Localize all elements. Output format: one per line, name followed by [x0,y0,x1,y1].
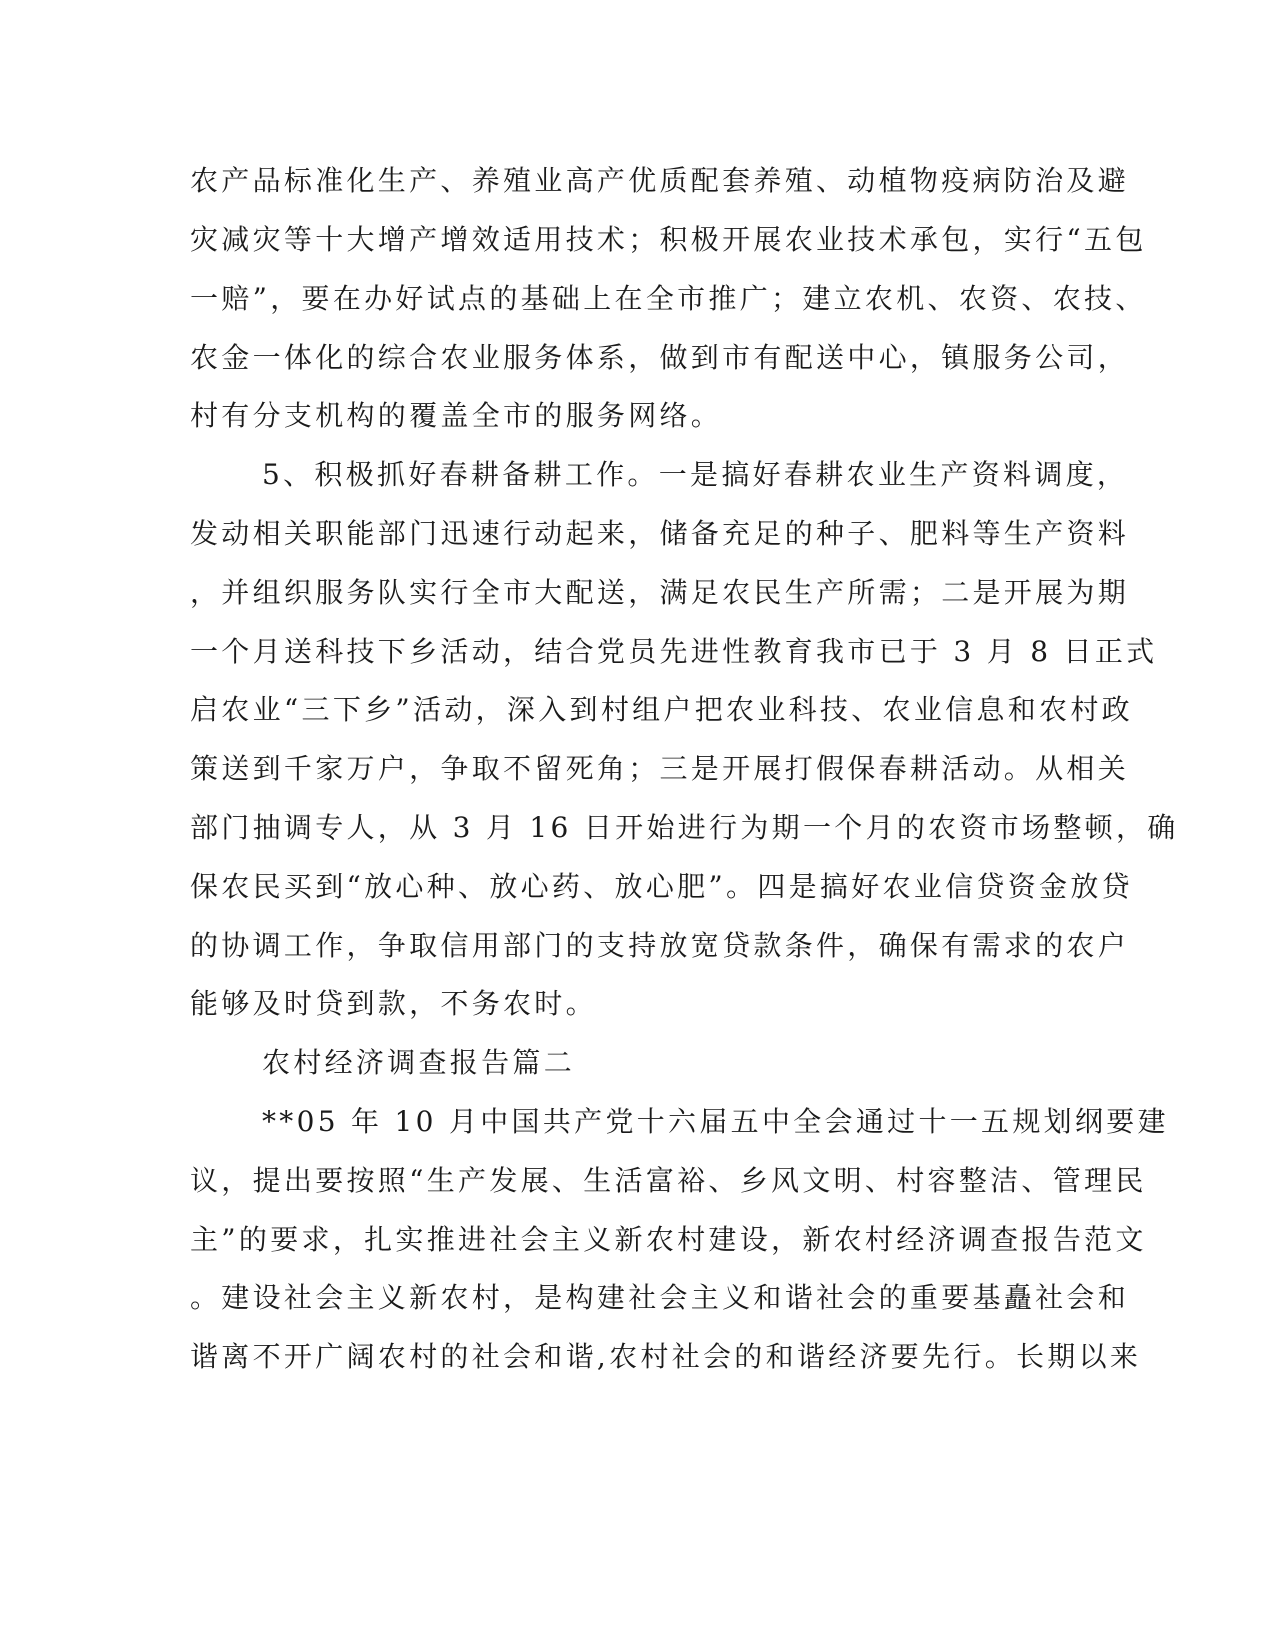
text-line: 谐离不开广阔农村的社会和谐,农村社会的和谐经济要先行。长期以来 [190,1340,1142,1373]
text-line: 保农民买到“放心种、放心药、放心肥”。四是搞好农业信贷资金放贷 [190,870,1133,903]
text-line: 一个月送科技下乡活动，结合党员先进性教育我市已于 3 月 8 日正式 [190,635,1158,668]
text-line: ，并组织服务队实行全市大配送，满足农民生产所需；二是开展为期 [190,576,1130,609]
text-line: 农产品标准化生产、养殖业高产优质配套养殖、动植物疫病防治及避 [190,164,1130,197]
section-heading: 农村经济调查报告篇二 [262,1046,576,1079]
text-line: 发动相关职能部门迅速行动起来，储备充足的种子、肥料等生产资料 [190,517,1130,550]
text-line: 灾减灾等十大增产增效适用技术；积极开展农业技术承包，实行“五包 [190,223,1147,256]
text-line: 部门抽调专人，从 3 月 16 日开始进行为期一个月的农资市场整顿，确 [190,811,1179,844]
text-line: 一赔”，要在办好试点的基础上在全市推广；建立农机、农资、农技、 [190,282,1147,315]
text-line: 。建设社会主义新农村，是构建社会主义和谐社会的重要基矗社会和 [190,1281,1130,1314]
text-line: 策送到千家万户，争取不留死角；三是开展打假保春耕活动。从相关 [190,752,1130,785]
text-line: 启农业“三下乡”活动，深入到村组户把农业科技、农业信息和农村政 [190,693,1133,726]
text-line: 主”的要求，扎实推进社会主义新农村建设，新农村经济调查报告范文 [190,1223,1147,1256]
paragraph-first-line: 5、积极抓好春耕备耕工作。一是搞好春耕农业生产资料调度， [262,458,1129,491]
text-line: 农金一体化的综合农业服务体系，做到市有配送中心，镇服务公司， [190,341,1130,374]
text-line: 村有分支机构的覆盖全市的服务网络。 [190,399,723,432]
text-line: 能够及时贷到款，不务农时。 [190,987,597,1020]
text-line: 的协调工作，争取信用部门的支持放宽贷款条件，确保有需求的农户 [190,929,1130,962]
text-line: 议，提出要按照“生产发展、生活富裕、乡风文明、村容整洁、管理民 [190,1164,1147,1197]
paragraph-first-line: **05 年 10 月中国共产党十六届五中全会通过十一五规划纲要建 [262,1105,1169,1138]
